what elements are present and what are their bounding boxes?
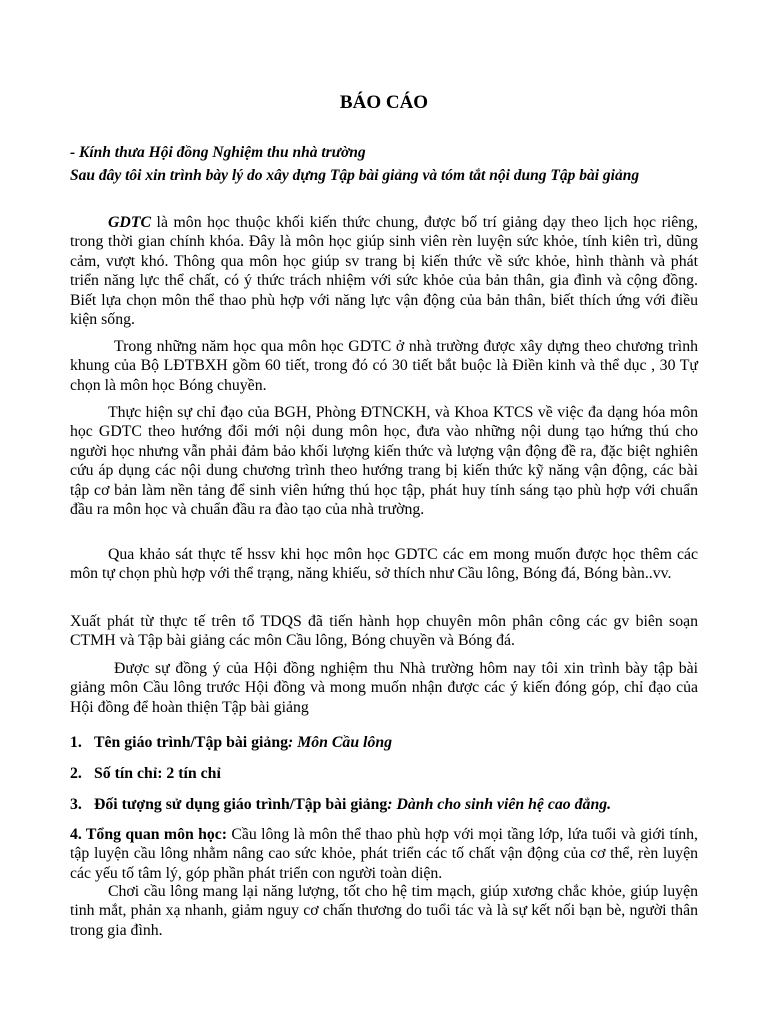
paragraph-direction: Thực hiện sự chỉ đạo của BGH, Phòng ĐTNCKH, và Khoa KTCS về việc đa dạng hóa môn học GDTC theo hướng đổi mới nội dung môn học, đưa vào những nội dung tạo hứng thú cho người học nhưng vẫn phải đảm bảo khối lượng kiến thức và lượng vận động đề ra, đặc biệt nghiên cứu áp dụng các nội dung chương trình theo hướng trang bị kiến thức kỹ năng vận động, các bài tập cơ bản làm nền tảng để sinh viên hứng thú học tập, phát huy tính sáng tạo phù hợp với chuẩn đầu ra môn học và chuẩn đầu ra đào tạo của nhà trường.: [70, 404, 698, 519]
item-number: 2.: [70, 765, 82, 782]
item-credits: [70, 764, 698, 784]
paragraph-origin: Xuất phát từ thực tế trên tổ TDQS đã tiến hành họp chuyên môn phân công các gv biên soạn CTMH và Tập bài giảng các môn Cầu lông, Bóng chuyền và Bóng đá.: [70, 613, 698, 650]
paragraph-gdtc-text: là môn học thuộc khối kiến thức chung, được bố trí giảng dạy theo lịch học riêng, trong thời gian chính khóa. Đây là môn học giúp sinh viên rèn luyện sức khỏe, tính kiên trì, dũng cảm, vượt khó. Thông qua môn học giúp sv trang bị kiến thức về sức khỏe, hình thành và phát triển năng lực thể chất, có ý thức trách nhiệm với sức khỏe của bản thân, gia đình và cộng đồng. Biết lựa chọn môn thể thao phù hợp với năng lực vận động của bản thân, biết thích ứng với điều kiện sống.: [70, 214, 698, 329]
item-course-name: [70, 733, 698, 753]
intro-greeting: - Kính thưa Hội đồng Nghiệm thu nhà trường: [70, 144, 366, 161]
paragraph-curriculum: Trong những năm học qua môn học GDTC ở nhà trường được xây dựng theo chương trình khung của Bộ LĐTBXH gồm 60 tiết, trong đó có 30 tiết bắt buộc là Điền kinh và thể dục , 30 Tự chọn là môn học Bóng chuyền.: [70, 338, 698, 394]
paragraph-overview: [70, 825, 698, 883]
item-audience: [70, 795, 698, 815]
item-number: 3.: [70, 796, 82, 813]
paragraph-benefits: Chơi cầu lông mang lại năng lượng, tốt cho hệ tim mạch, giúp xương chắc khỏe, giúp luyện tinh mắt, phản xạ nhanh, giảm nguy cơ chấn thương do tuổi tác và là sự kết nối bạn bè, người thân trong gia đình.: [70, 883, 698, 939]
paragraph-gdtc-lead: GDTC: [108, 214, 152, 231]
paragraph-gdtc: [70, 213, 698, 329]
paragraph-request: Được sự đồng ý của Hội đồng nghiệm thu Nhà trường hôm nay tôi xin trình bày tập bài giảng môn Cầu lông trước Hội đồng và mong muốn nhận được các ý kiến đóng góp, chỉ đạo của Hội đồng để hoàn thiện Tập bài giảng: [70, 660, 698, 716]
item-number: 1.: [70, 734, 82, 751]
overview-text: Cầu lông là môn thể thao phù hợp với mọi tầng lớp, lứa tuổi và giới tính, tập luyện cầu lông nhằm nâng cao sức khỏe, phát triển các tố chất vận động của cơ thể, rèn luyện các yếu tố tâm lý, góp phần phát triển con người toàn diện.: [70, 826, 698, 882]
item-value: : Môn Cầu lông: [288, 734, 393, 751]
item-label: Đối tượng sử dụng giáo trình/Tập bài giảng: [94, 796, 388, 813]
item-label: Tên giáo trình/Tập bài giảng: [94, 734, 288, 751]
intro-purpose: Sau đây tôi xin trình bày lý do xây dựng Tập bài giảng và tóm tắt nội dung Tập bài giảng: [70, 167, 640, 184]
paragraph-survey: Qua khảo sát thực tế hssv khi học môn học GDTC các em mong muốn được học thêm các môn tự chọn phù hợp với thể trạng, năng khiếu, sở thích như Cầu lông, Bóng đá, Bóng bàn..vv.: [70, 546, 698, 583]
item-value: : Dành cho sinh viên hệ cao đẳng.: [387, 796, 612, 813]
document-title: BÁO CÁO: [339, 92, 429, 113]
item-label: Số tín chỉ: 2 tín chỉ: [94, 765, 221, 782]
overview-heading: 4. Tổng quan môn học:: [70, 826, 228, 843]
